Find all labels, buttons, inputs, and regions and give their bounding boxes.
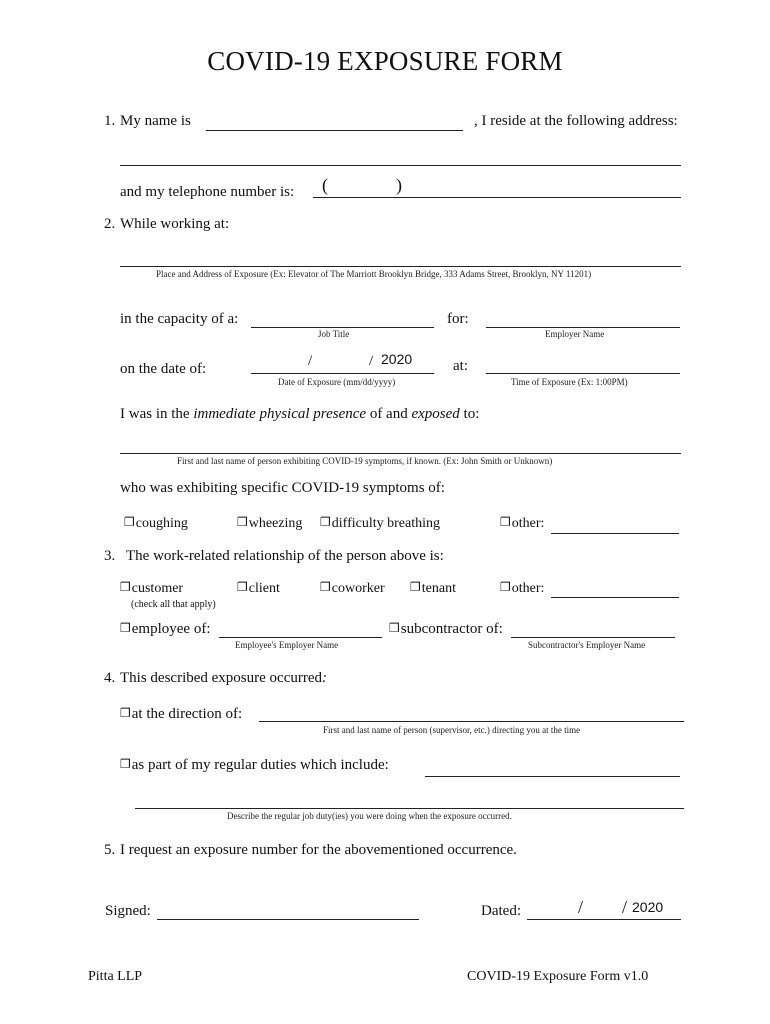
employee-caption: Employee's Employer Name (235, 640, 339, 650)
signature-field[interactable] (157, 919, 419, 920)
checkbox-coworker[interactable]: ❒coworker (320, 580, 385, 596)
checkbox-symptom-other[interactable]: ❒other: (500, 515, 545, 531)
footer-firm: Pitta LLP (88, 969, 143, 984)
at-label: at: (453, 358, 468, 374)
subcontractor-employer-field[interactable] (511, 637, 675, 638)
employer-field[interactable] (486, 327, 680, 328)
signed-date-field[interactable] (527, 919, 681, 920)
checkbox-employee-of[interactable]: ❒employee of: (120, 621, 211, 637)
checkbox-wheezing[interactable]: ❒wheezing (237, 515, 303, 531)
capacity-label: in the capacity of a: (120, 311, 239, 327)
checkbox-regular-duties[interactable]: ❒as part of my regular duties which include: (120, 757, 389, 773)
checkbox-subcontractor-of[interactable]: ❒subcontractor of: (389, 621, 503, 637)
checkbox-icon: ❒ (389, 621, 400, 635)
page-title: COVID-19 EXPOSURE FORM (207, 46, 563, 76)
place-caption: Place and Address of Exposure (Ex: Elevator of The Marriott Brooklyn Bridge, 333 Adams Street, Brooklyn, NY 11201) (156, 269, 592, 279)
checkbox-client[interactable]: ❒client (237, 580, 280, 596)
signed-date-slash-1: / (578, 897, 584, 917)
signed-date-slash-2: / (622, 897, 628, 917)
checkbox-icon: ❒ (500, 580, 511, 594)
symptoms-label: who was exhibiting specific COVID-19 symptoms of: (120, 480, 445, 496)
job-title-field[interactable] (251, 327, 434, 328)
person-field[interactable] (120, 453, 681, 454)
phone-paren-close: ) (396, 175, 402, 195)
date-slash-2: / (369, 353, 374, 369)
checkbox-icon: ❒ (120, 757, 131, 771)
checkbox-icon: ❒ (320, 515, 331, 529)
duties-field-1[interactable] (425, 776, 680, 777)
checkbox-tenant[interactable]: ❒tenant (410, 580, 456, 596)
date-label: on the date of: (120, 361, 207, 377)
checkbox-at-direction-of[interactable]: ❒at the direction of: (120, 706, 243, 722)
for-label: for: (447, 311, 469, 327)
exposure-number-request: I request an exposure number for the abovementioned occurrence. (120, 842, 517, 858)
section-3-number: 3. (104, 548, 116, 564)
signed-date-year: 2020 (632, 899, 664, 915)
section-4-number: 4. (104, 670, 116, 686)
checkbox-icon: ❒ (120, 580, 131, 594)
checkbox-icon: ❒ (237, 515, 248, 529)
checkbox-icon: ❒ (500, 515, 511, 529)
phone-field[interactable] (313, 197, 681, 198)
job-title-caption: Job Title (318, 329, 350, 339)
reside-label: , I reside at the following address: (474, 113, 678, 129)
checkbox-coughing[interactable]: ❒coughing (124, 515, 188, 531)
duties-caption: Describe the regular job duty(ies) you were doing when the exposure occurred. (227, 811, 512, 821)
phone-paren-open: ( (322, 175, 328, 195)
employee-employer-field[interactable] (219, 637, 382, 638)
dated-label: Dated: (481, 903, 521, 919)
relationship-other-field[interactable] (551, 597, 679, 598)
employer-caption: Employer Name (545, 329, 605, 339)
direction-caption: First and last name of person (supervisor, etc.) directing you at the time (323, 725, 581, 735)
phone-label: and my telephone number is: (120, 184, 295, 200)
time-field[interactable] (486, 373, 680, 374)
relationship-label: The work-related relationship of the person above is: (126, 548, 444, 564)
duties-field-2[interactable] (135, 808, 684, 809)
checkbox-icon: ❒ (410, 580, 421, 594)
name-field[interactable] (206, 130, 463, 131)
checkbox-difficulty-breathing[interactable]: ❒difficulty breathing (320, 515, 440, 531)
name-label: My name is (120, 113, 191, 129)
subcontractor-caption: Subcontractor's Employer Name (528, 640, 646, 650)
place-field[interactable] (120, 266, 681, 267)
date-year: 2020 (381, 351, 413, 367)
person-caption: First and last name of person exhibiting COVID-19 symptoms, if known. (Ex: John Smith or Unknown) (177, 456, 553, 466)
date-caption: Date of Exposure (mm/dd/yyyy) (278, 377, 396, 387)
signed-label: Signed: (105, 903, 151, 919)
section-5-number: 5. (104, 842, 116, 858)
checkbox-icon: ❒ (124, 515, 135, 529)
section-2-number: 2. (104, 216, 116, 232)
date-field[interactable] (251, 373, 434, 374)
address-field[interactable] (120, 165, 681, 166)
checkbox-icon: ❒ (237, 580, 248, 594)
check-all-note: (check all that apply) (131, 599, 216, 610)
footer-version: COVID-19 Exposure Form v1.0 (467, 969, 649, 984)
direction-person-field[interactable] (259, 721, 684, 722)
symptom-other-field[interactable] (551, 533, 679, 534)
section-1-number: 1. (104, 113, 116, 129)
checkbox-relationship-other[interactable]: ❒other: (500, 580, 545, 596)
checkbox-icon: ❒ (120, 706, 131, 720)
checkbox-icon: ❒ (320, 580, 331, 594)
checkbox-customer[interactable]: ❒customer (120, 580, 184, 596)
exposure-occurred-label: This described exposure occurred: (120, 670, 328, 686)
checkbox-icon: ❒ (120, 621, 131, 635)
working-at-label: While working at: (120, 216, 230, 232)
presence-statement: I was in the immediate physical presence of and exposed to: (120, 406, 480, 422)
date-slash-1: / (308, 353, 313, 369)
time-caption: Time of Exposure (Ex: 1:00PM) (511, 377, 628, 387)
